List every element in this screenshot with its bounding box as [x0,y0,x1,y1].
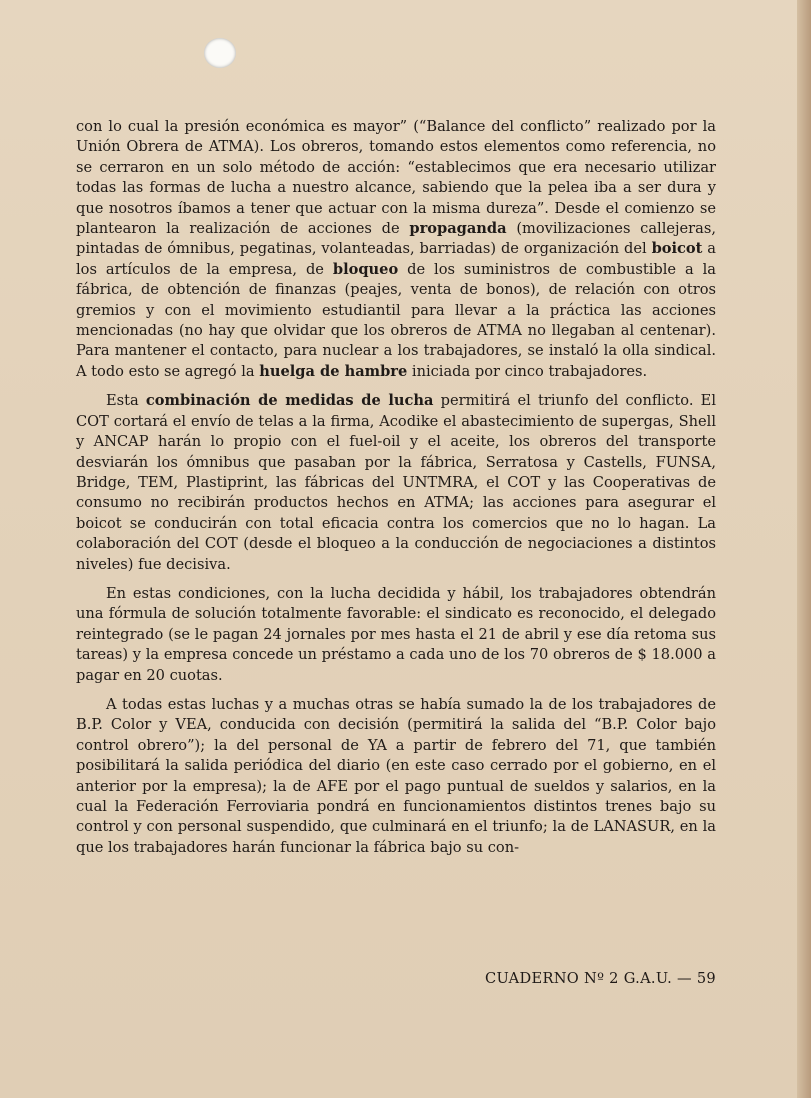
text-run: permitirá el triunfo del conflicto. El COT cortará el envío de telas a la firma, Acodike el abastecimiento de supergas, Shell y ANCAP harán lo propio con el fuel-oil y el aceite, los obreros del transporte desviarán los ómnibus que pasaban por la fábrica, Serratosa y Castells, FUNSA, Bridge, TEM, Plastiprint, las fábricas del UNTMRA, el COT y las Cooperativas de consumo no recibirán productos hechos en ATMA; las acciones para asegurar el boicot se conducirán con total eficacia contra los comercios que no lo hagan. La colaboración del COT (desde el bloqueo a la conducción de negociaciones a distintos niveles) fue decisiva. [76,392,716,573]
text-run: Esta [106,392,146,410]
text-run: con lo cual la presión económica es mayor” (“Balance del conflicto” realizado por la Unión Obrera de ATMA). Los obreros, tomando estos elementos como referencia, no se cerraron en un solo método de acción: “establecimos que era necesario utilizar todas las formas de lucha a nuestro alcance, sabiendo que la pelea iba a ser dura y que nosotros íbamos a tener que actuar con la misma dureza”. Desde el comienzo se plantearon la realización de acciones de [76,118,716,238]
paragraph [76,391,716,575]
bold-phrase: bloqueo [332,260,399,278]
text-run: A todas estas luchas y a muchas otras se había sumado la de los trabajadores de B.P. Color y VEA, conducida con decisión (permitirá la salida del “B.P. Color bajo control obrero”); la del personal de YA a partir de febrero del 71, que también posibilitará la salida periódica del diario (en este caso cerrado por el gobierno, en el anterior por la empresa); la de AFE por el pago puntual de sueldos y salarios, en la cual la Federación Ferroviaria pondrá en funcionamientos distintos trenes bajo su control y con personal suspendido, que culminará en el triunfo; la de LANASUR, en la que los trabajadores harán funcionar la fábrica bajo su con- [76,695,716,856]
bold-phrase: boicot [651,240,703,258]
paragraph [76,584,716,686]
text-run: En estas condiciones, con la lucha decidida y hábil, los trabajadores obtendrán una fórmula de solución totalmente favorable: el sindicato es reconocido, el delegado reintegrado (se le pagan 24 jornales por mes hasta el 21 de abril y ese día retoma sus tareas) y la empresa concede un préstamo a cada uno de los 70 obreros de $ 18.000 a pagar en 20 cuotas. [76,584,716,684]
page-edge [797,0,811,1098]
text-run: iniciada por cinco trabajadores. [407,362,648,380]
bold-phrase: huelga de hambre [259,362,408,380]
body-text [76,117,716,867]
text-run: (movilizaciones callejeras, pintadas de ómnibus, pegatinas, volanteadas, barriadas) de organización del [76,220,716,258]
text-run: de los suministros de combustible a la fábrica, de obtención de finanzas (peajes, venta de bonos), de relación con otros gremios y con el movimiento estudiantil para llevar a la práctica las acciones mencionadas (no hay que olvidar que los obreros de ATMA no llegaban al centenar). Para mantener el contacto, para nuclear a los trabajadores, se instaló la olla sindical. A todo esto se agregó la [76,260,716,380]
text-run: a los artículos de la empresa, de [76,240,717,278]
bold-phrase: combinación de medidas de lucha [145,392,434,410]
paragraph [76,117,716,382]
paragraph [76,695,716,858]
punch-hole [204,38,236,68]
bold-phrase: propaganda [409,220,507,238]
page-footer: CUADERNO Nº 2 G.A.U. — 59 [485,970,716,987]
